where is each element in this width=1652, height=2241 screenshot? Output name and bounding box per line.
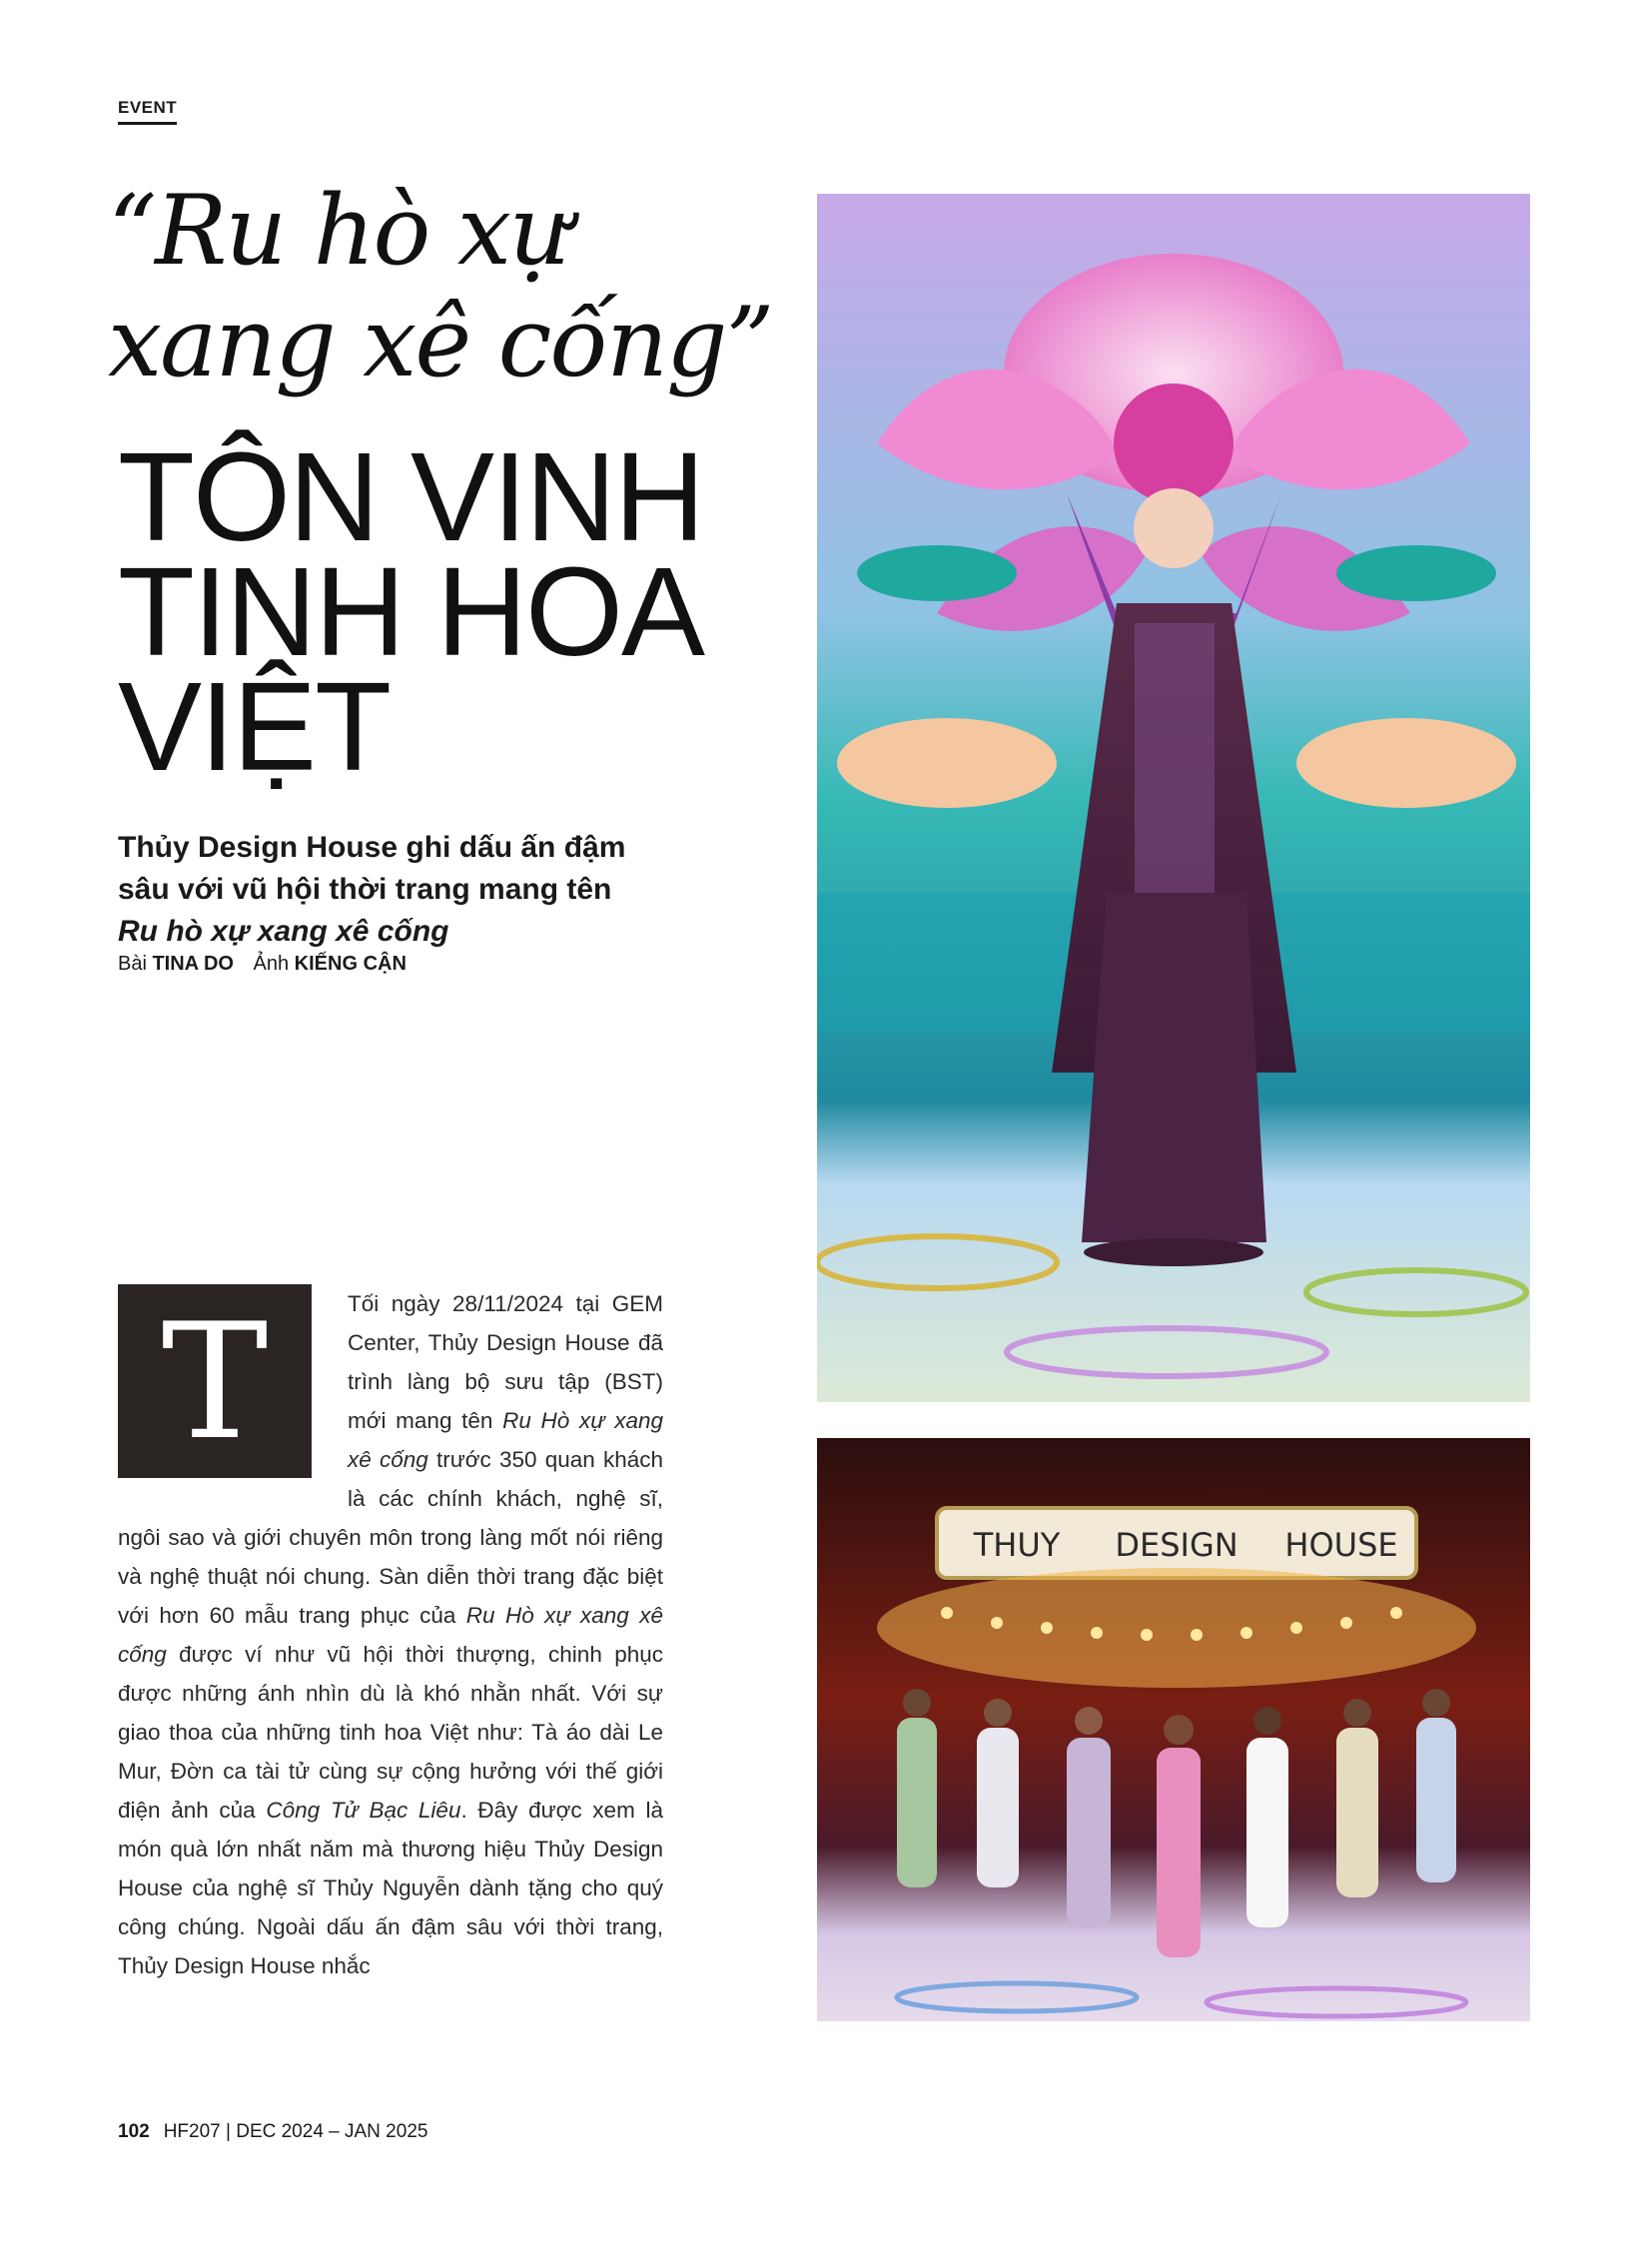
body-p3-italic: Công Tử Bạc Liêu: [266, 1798, 461, 1823]
runway-photo-main: [817, 194, 1530, 1402]
body-p1-italic: Ru Hò xự xang xê cống: [348, 1408, 663, 1472]
deck-line2: sâu với vũ hội thời trang mang tên: [118, 873, 612, 906]
headline-caps-line2: TINH HOA: [118, 541, 704, 682]
deck: [118, 827, 657, 953]
body-p4: . Đây được xem là món quà lớn nhất năm mà thương hiệu Thủy Design House của nghệ sĩ Thủy Nguyễn dành tặng cho quý công chúng. Ngoài dấu ấn đậm sâu với thời trang, Thủy Design House nhắc: [118, 1798, 663, 1978]
body-p2-italic: Ru Hò xự xang xê cống: [118, 1603, 663, 1667]
byline-author: TINA DO: [152, 953, 234, 975]
body-p3: được ví như vũ hội thời thượng, chinh phục được những ánh nhìn dù là khó nhằn nhất. Với sự giao thoa của những tinh hoa Việt như: Tà áo dài Le Mur, Đờn ca tài tử cùng sự cộng hưởng với thế giới điện ảnh của: [118, 1642, 663, 1823]
headline-script-line2: xang xê cống”: [108, 287, 773, 398]
headline-caps-line1: TÔN VINH: [118, 426, 704, 567]
byline-photo-label: Ảnh: [253, 953, 290, 975]
issue-info: HF207 | DEC 2024 – JAN 2025: [163, 2121, 428, 2142]
folio: [118, 2121, 427, 2143]
deck-line3: Ru hò xự xang xê cống: [118, 915, 449, 948]
section-tag: EVENT: [118, 98, 177, 125]
byline-photographer: KIẾNG CẬN: [294, 953, 407, 975]
marquee-word-2: DESIGN: [1115, 1526, 1239, 1564]
dropcap: T: [118, 1284, 312, 1478]
body-p2: trước 350 quan khách là các chính khách, nghệ sĩ, ngôi sao và giới chuyên môn trong làng mốt nói riêng và nghệ thuật nói chung. Sàn diễn thời trang đặc biệt với hơn 60 mẫu trang phục của: [118, 1447, 664, 1628]
headline-caps-line3: VIỆT: [118, 656, 391, 797]
headline-script: [108, 175, 807, 398]
marquee-word-3: HOUSE: [1284, 1526, 1398, 1564]
runway-photo-group: [817, 1438, 1530, 2021]
headline-caps: [118, 426, 737, 797]
headline-script-line1: “Ru hò xự: [108, 175, 569, 287]
page-number: 102: [118, 2121, 150, 2142]
deck-line1: Thủy Design House ghi dấu ấn đậm: [118, 831, 626, 864]
body-p1: Tối ngày 28/11/2024 tại GEM Center, Thủy Design House đã trình làng bộ sưu tập (BST) mới mang tên: [348, 1291, 663, 1433]
byline-text-label: Bài: [118, 953, 147, 975]
marquee-word-1: THUY: [973, 1526, 1061, 1564]
byline: [118, 953, 407, 976]
